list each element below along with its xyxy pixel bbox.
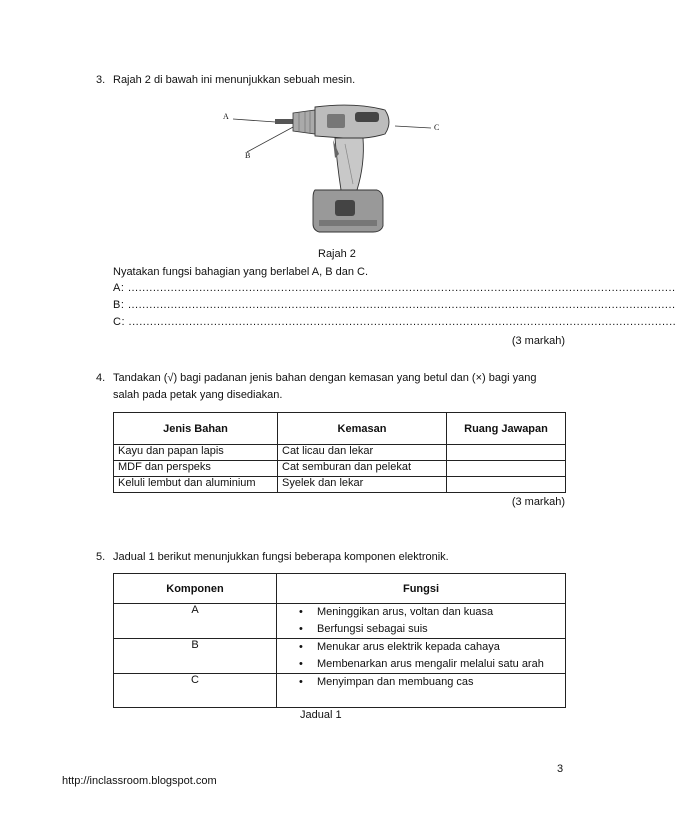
q4-cell: Syelek dan lekar (278, 477, 447, 493)
q5-number: 5. (96, 551, 106, 563)
q5-text: Jadual 1 berikut menunjukkan fungsi beberapa komponen elektronik. (113, 551, 449, 563)
figure-label-a: A (223, 112, 229, 121)
q4-answer-box[interactable] (447, 477, 566, 493)
q5-functions (277, 674, 566, 708)
answer-line-a: A: .......................................................................................................................................................... (113, 282, 676, 294)
q4-cell: Kayu dan papan lapis (114, 445, 278, 461)
figure-label-b: B (245, 151, 251, 160)
drill-chuck (293, 110, 315, 134)
q5-component: B (114, 639, 277, 674)
q4-answer-box[interactable] (447, 461, 566, 477)
q4-header-bahan: Jenis Bahan (114, 413, 278, 445)
q4-cell: Cat semburan dan pelekat (278, 461, 447, 477)
leader-line-b (247, 126, 295, 152)
q4-text-line2: salah pada petak yang disediakan. (113, 389, 283, 401)
q5-function-item: • Menukar arus elektrik kepada cahaya (317, 639, 561, 656)
figure-caption: Rajah 2 (318, 248, 356, 260)
leader-line-c (395, 126, 431, 128)
q4-text-line1: Tandakan (√) bagi padanan jenis bahan dengan kemasan yang betul dan (×) bagi yang (113, 372, 537, 384)
q4-answer-box[interactable] (447, 445, 566, 461)
q5-functions (277, 639, 566, 674)
q5-function-item: • Meninggikan arus, voltan dan kuasa (317, 604, 561, 621)
q3-text: Rajah 2 di bawah ini menunjukkan sebuah mesin. (113, 74, 356, 86)
q4-number: 4. (96, 372, 106, 384)
clutch-ring (327, 114, 345, 128)
q4-table (113, 412, 566, 493)
q5-function-item: • Menyimpan dan membuang cas (317, 674, 561, 691)
q5-caption: Jadual 1 (300, 709, 342, 721)
answer-line-c: C: .......................................................................................................................................................... (113, 316, 676, 328)
drill-figure (215, 104, 465, 238)
q4-cell: MDF dan perspeks (114, 461, 278, 477)
q4-marks: (3 markah) (511, 496, 565, 508)
q5-header-komponen: Komponen (114, 574, 277, 604)
q5-header-fungsi: Fungsi (277, 574, 566, 604)
battery-latch (335, 200, 355, 216)
q5-component: C (114, 674, 277, 708)
answer-line-b: B: .......................................................................................................................................................... (113, 299, 676, 311)
q3-marks: (3 markah) (511, 335, 565, 347)
footer-url[interactable]: http://inclassroom.blogspot.com (62, 775, 217, 787)
q5-functions (277, 604, 566, 639)
figure-label-c: C (434, 123, 440, 132)
q4-header-kemasan: Kemasan (278, 413, 447, 445)
q5-function-item: • Membenarkan arus mengalir melalui satu arah (317, 656, 561, 673)
drill-illustration (215, 104, 465, 238)
q5-table (113, 573, 566, 708)
q3-instruction: Nyatakan fungsi bahagian yang berlabel A, B dan C. (113, 266, 369, 278)
q4-header-jawapan: Ruang Jawapan (447, 413, 566, 445)
q3-number: 3. (96, 74, 106, 86)
q4-cell: Keluli lembut dan aluminium (114, 477, 278, 493)
q5-component: A (114, 604, 277, 639)
drill-bit (275, 119, 293, 124)
page-number: 3 (557, 763, 564, 775)
brand-label (355, 112, 379, 122)
drill-body (315, 105, 389, 138)
q5-function-item: • Berfungsi sebagai suis (317, 621, 561, 638)
q4-cell: Cat licau dan lekar (278, 445, 447, 461)
